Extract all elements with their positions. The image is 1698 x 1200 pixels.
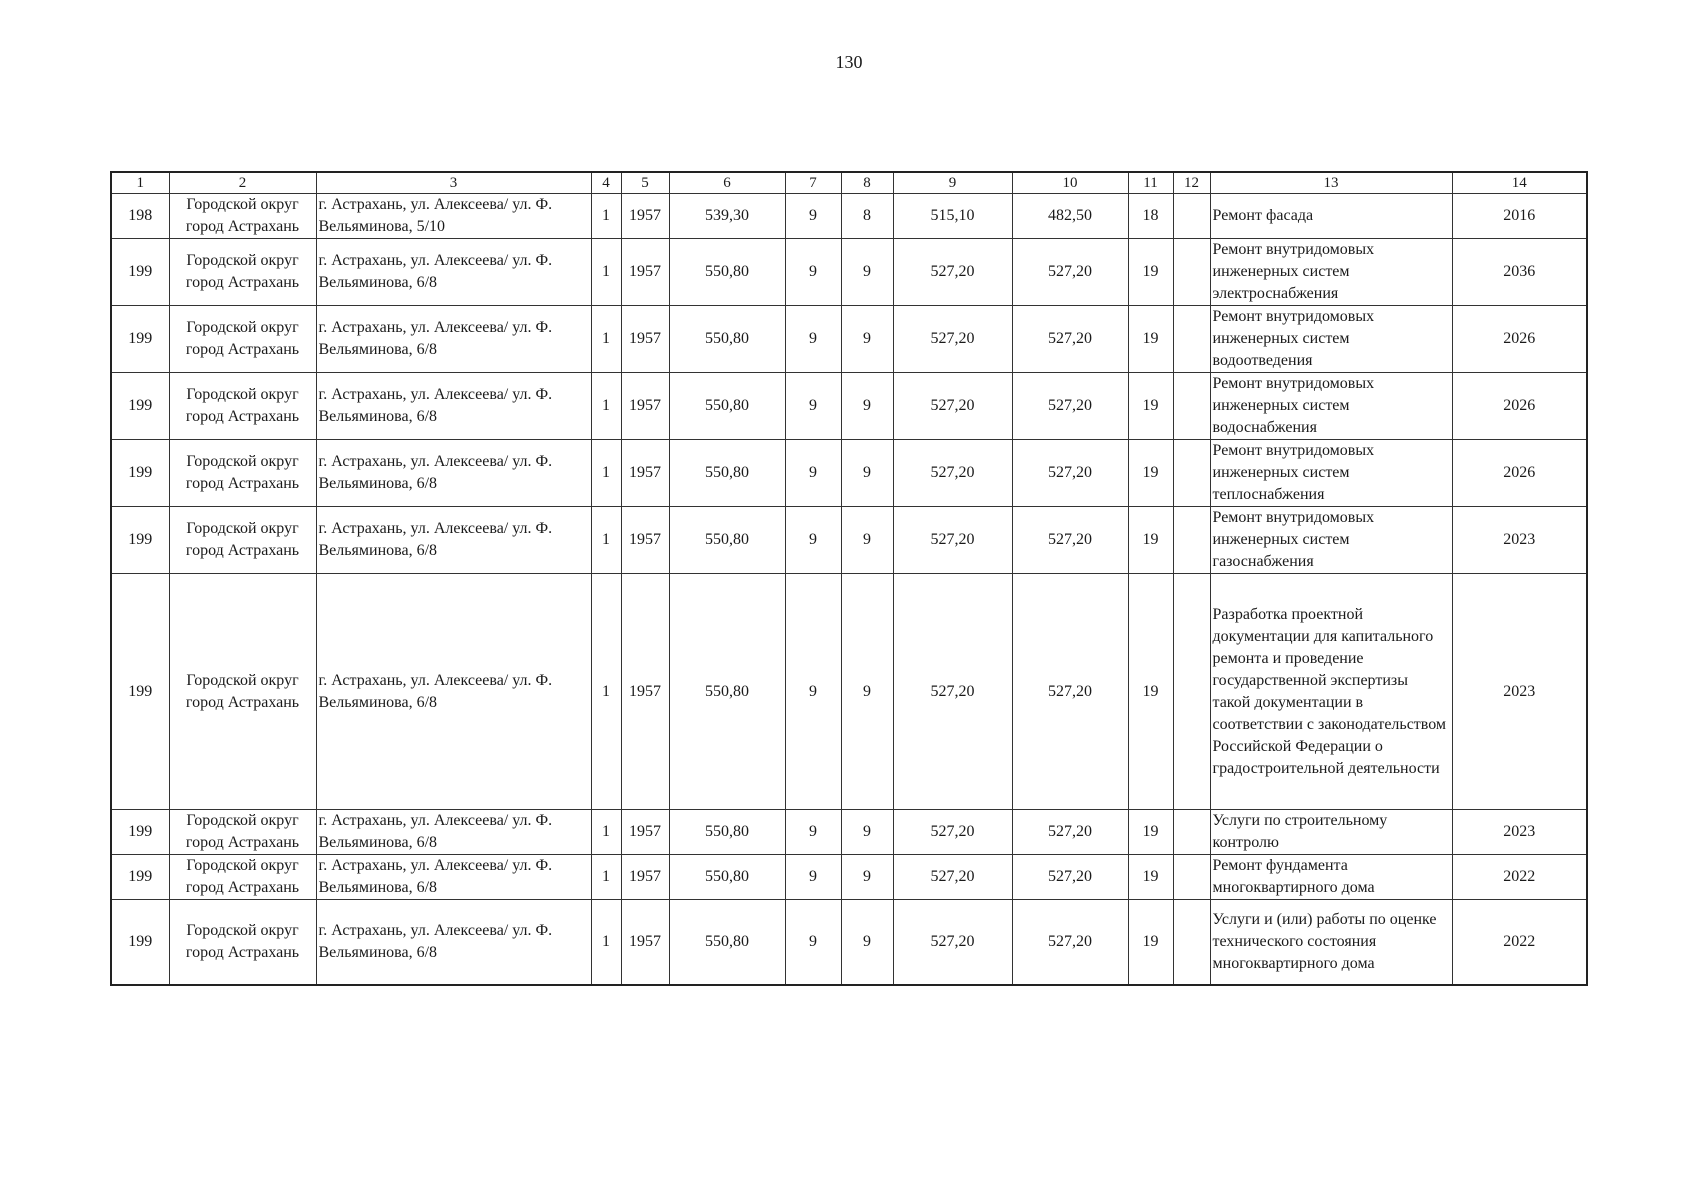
col6-cell: 550,80 — [669, 507, 785, 574]
col11-cell: 19 — [1128, 373, 1173, 440]
work-type-cell: Ремонт внутридомовых инженерных систем электроснабжения — [1210, 239, 1452, 306]
col12-cell — [1173, 855, 1210, 900]
planned-year-cell: 2023 — [1452, 507, 1587, 574]
work-type-cell: Ремонт внутридомовых инженерных систем водоснабжения — [1210, 373, 1452, 440]
table-row — [111, 574, 1587, 810]
header-row — [111, 172, 1587, 194]
column-header: 1 — [111, 172, 169, 194]
col7-cell: 9 — [785, 574, 841, 810]
table-row — [111, 810, 1587, 855]
year-built-cell: 1957 — [621, 574, 669, 810]
col11-cell: 19 — [1128, 810, 1173, 855]
municipality-cell: Городской округ город Астрахань — [169, 440, 316, 507]
col10-cell: 482,50 — [1012, 194, 1128, 239]
col9-cell: 527,20 — [893, 440, 1012, 507]
col11-cell: 19 — [1128, 855, 1173, 900]
year-built-cell: 1957 — [621, 900, 669, 985]
col4-cell: 1 — [591, 373, 621, 440]
col7-cell: 9 — [785, 239, 841, 306]
col10-cell: 527,20 — [1012, 507, 1128, 574]
col11-cell: 19 — [1128, 507, 1173, 574]
column-header: 12 — [1173, 172, 1210, 194]
col6-cell: 550,80 — [669, 306, 785, 373]
col10-cell: 527,20 — [1012, 239, 1128, 306]
municipality-cell: Городской округ город Астрахань — [169, 239, 316, 306]
column-header: 9 — [893, 172, 1012, 194]
col7-cell: 9 — [785, 306, 841, 373]
col10-cell: 527,20 — [1012, 810, 1128, 855]
col9-cell: 527,20 — [893, 900, 1012, 985]
column-header: 11 — [1128, 172, 1173, 194]
address-cell: г. Астрахань, ул. Алексеева/ ул. Ф. Вельяминова, 5/10 — [316, 194, 591, 239]
year-built-cell: 1957 — [621, 194, 669, 239]
col7-cell: 9 — [785, 440, 841, 507]
col6-cell: 550,80 — [669, 855, 785, 900]
col9-cell: 527,20 — [893, 574, 1012, 810]
col8-cell: 9 — [841, 373, 893, 440]
work-type-cell: Услуги по строительному контролю — [1210, 810, 1452, 855]
col10-cell: 527,20 — [1012, 900, 1128, 985]
row-number: 199 — [111, 306, 169, 373]
column-header: 8 — [841, 172, 893, 194]
address-cell: г. Астрахань, ул. Алексеева/ ул. Ф. Вельяминова, 6/8 — [316, 440, 591, 507]
col12-cell — [1173, 507, 1210, 574]
year-built-cell: 1957 — [621, 440, 669, 507]
work-type-cell: Ремонт фундамента многоквартирного дома — [1210, 855, 1452, 900]
municipality-cell: Городской округ город Астрахань — [169, 900, 316, 985]
col4-cell: 1 — [591, 194, 621, 239]
col8-cell: 9 — [841, 900, 893, 985]
table-row — [111, 306, 1587, 373]
col6-cell: 539,30 — [669, 194, 785, 239]
municipality-cell: Городской округ город Астрахань — [169, 306, 316, 373]
col8-cell: 9 — [841, 306, 893, 373]
page-number: 130 — [835, 52, 863, 72]
col11-cell: 19 — [1128, 440, 1173, 507]
work-type-cell: Ремонт фасада — [1210, 194, 1452, 239]
work-type-cell: Ремонт внутридомовых инженерных систем теплоснабжения — [1210, 440, 1452, 507]
column-header: 10 — [1012, 172, 1128, 194]
col4-cell: 1 — [591, 440, 621, 507]
col8-cell: 9 — [841, 574, 893, 810]
col9-cell: 527,20 — [893, 306, 1012, 373]
address-cell: г. Астрахань, ул. Алексеева/ ул. Ф. Вельяминова, 6/8 — [316, 239, 591, 306]
year-built-cell: 1957 — [621, 306, 669, 373]
planned-year-cell: 2023 — [1452, 810, 1587, 855]
table-row — [111, 855, 1587, 900]
table-row — [111, 440, 1587, 507]
planned-year-cell: 2016 — [1452, 194, 1587, 239]
col7-cell: 9 — [785, 810, 841, 855]
municipality-cell: Городской округ город Астрахань — [169, 507, 316, 574]
col6-cell: 550,80 — [669, 373, 785, 440]
address-cell: г. Астрахань, ул. Алексеева/ ул. Ф. Вельяминова, 6/8 — [316, 306, 591, 373]
row-number: 199 — [111, 574, 169, 810]
address-cell: г. Астрахань, ул. Алексеева/ ул. Ф. Вельяминова, 6/8 — [316, 507, 591, 574]
registry-table — [110, 171, 1588, 986]
column-header: 5 — [621, 172, 669, 194]
column-header: 14 — [1452, 172, 1587, 194]
column-header: 2 — [169, 172, 316, 194]
col10-cell: 527,20 — [1012, 373, 1128, 440]
col4-cell: 1 — [591, 507, 621, 574]
col8-cell: 9 — [841, 440, 893, 507]
column-header: 13 — [1210, 172, 1452, 194]
table-row — [111, 900, 1587, 985]
col9-cell: 527,20 — [893, 855, 1012, 900]
col4-cell: 1 — [591, 810, 621, 855]
row-number: 199 — [111, 440, 169, 507]
year-built-cell: 1957 — [621, 239, 669, 306]
col10-cell: 527,20 — [1012, 855, 1128, 900]
row-number: 199 — [111, 507, 169, 574]
col6-cell: 550,80 — [669, 810, 785, 855]
address-cell: г. Астрахань, ул. Алексеева/ ул. Ф. Вельяминова, 6/8 — [316, 900, 591, 985]
col12-cell — [1173, 574, 1210, 810]
col9-cell: 527,20 — [893, 373, 1012, 440]
column-header: 7 — [785, 172, 841, 194]
row-number: 199 — [111, 900, 169, 985]
col7-cell: 9 — [785, 900, 841, 985]
col4-cell: 1 — [591, 900, 621, 985]
planned-year-cell: 2026 — [1452, 440, 1587, 507]
col12-cell — [1173, 440, 1210, 507]
row-number: 198 — [111, 194, 169, 239]
table-row — [111, 373, 1587, 440]
column-header: 3 — [316, 172, 591, 194]
col12-cell — [1173, 900, 1210, 985]
col9-cell: 527,20 — [893, 239, 1012, 306]
municipality-cell: Городской округ город Астрахань — [169, 855, 316, 900]
col8-cell: 9 — [841, 507, 893, 574]
planned-year-cell: 2026 — [1452, 306, 1587, 373]
col6-cell: 550,80 — [669, 900, 785, 985]
planned-year-cell: 2036 — [1452, 239, 1587, 306]
col6-cell: 550,80 — [669, 574, 785, 810]
col10-cell: 527,20 — [1012, 440, 1128, 507]
municipality-cell: Городской округ город Астрахань — [169, 574, 316, 810]
col11-cell: 19 — [1128, 900, 1173, 985]
col7-cell: 9 — [785, 373, 841, 440]
planned-year-cell: 2022 — [1452, 900, 1587, 985]
year-built-cell: 1957 — [621, 373, 669, 440]
col4-cell: 1 — [591, 855, 621, 900]
col4-cell: 1 — [591, 239, 621, 306]
col11-cell: 19 — [1128, 239, 1173, 306]
table-row — [111, 507, 1587, 574]
col6-cell: 550,80 — [669, 440, 785, 507]
col9-cell: 527,20 — [893, 810, 1012, 855]
col7-cell: 9 — [785, 194, 841, 239]
municipality-cell: Городской округ город Астрахань — [169, 810, 316, 855]
address-cell: г. Астрахань, ул. Алексеева/ ул. Ф. Вельяминова, 6/8 — [316, 574, 591, 810]
year-built-cell: 1957 — [621, 855, 669, 900]
work-type-cell: Разработка проектной документации для капитального ремонта и проведение государственной экспертизы такой документации в соответствии с законодательством Российской Федерации о градостроительной деятельности — [1210, 574, 1452, 810]
planned-year-cell: 2022 — [1452, 855, 1587, 900]
col8-cell: 8 — [841, 194, 893, 239]
col12-cell — [1173, 373, 1210, 440]
col7-cell: 9 — [785, 855, 841, 900]
work-type-cell: Услуги и (или) работы по оценке технического состояния многоквартирного дома — [1210, 900, 1452, 985]
col11-cell: 19 — [1128, 306, 1173, 373]
row-number: 199 — [111, 855, 169, 900]
table-body — [111, 194, 1587, 985]
col9-cell: 527,20 — [893, 507, 1012, 574]
work-type-cell: Ремонт внутридомовых инженерных систем водоотведения — [1210, 306, 1452, 373]
address-cell: г. Астрахань, ул. Алексеева/ ул. Ф. Вельяминова, 6/8 — [316, 855, 591, 900]
col6-cell: 550,80 — [669, 239, 785, 306]
work-type-cell: Ремонт внутридомовых инженерных систем газоснабжения — [1210, 507, 1452, 574]
col8-cell: 9 — [841, 239, 893, 306]
col4-cell: 1 — [591, 574, 621, 810]
col12-cell — [1173, 194, 1210, 239]
col11-cell: 19 — [1128, 574, 1173, 810]
column-header: 6 — [669, 172, 785, 194]
col9-cell: 515,10 — [893, 194, 1012, 239]
municipality-cell: Городской округ город Астрахань — [169, 194, 316, 239]
col8-cell: 9 — [841, 810, 893, 855]
planned-year-cell: 2026 — [1452, 373, 1587, 440]
col12-cell — [1173, 306, 1210, 373]
address-cell: г. Астрахань, ул. Алексеева/ ул. Ф. Вельяминова, 6/8 — [316, 373, 591, 440]
table-row — [111, 194, 1587, 239]
col10-cell: 527,20 — [1012, 574, 1128, 810]
col10-cell: 527,20 — [1012, 306, 1128, 373]
address-cell: г. Астрахань, ул. Алексеева/ ул. Ф. Вельяминова, 6/8 — [316, 810, 591, 855]
col11-cell: 18 — [1128, 194, 1173, 239]
table-row — [111, 239, 1587, 306]
col4-cell: 1 — [591, 306, 621, 373]
col12-cell — [1173, 810, 1210, 855]
row-number: 199 — [111, 810, 169, 855]
year-built-cell: 1957 — [621, 810, 669, 855]
column-header: 4 — [591, 172, 621, 194]
municipality-cell: Городской округ город Астрахань — [169, 373, 316, 440]
planned-year-cell: 2023 — [1452, 574, 1587, 810]
col12-cell — [1173, 239, 1210, 306]
col8-cell: 9 — [841, 855, 893, 900]
year-built-cell: 1957 — [621, 507, 669, 574]
col7-cell: 9 — [785, 507, 841, 574]
row-number: 199 — [111, 373, 169, 440]
row-number: 199 — [111, 239, 169, 306]
